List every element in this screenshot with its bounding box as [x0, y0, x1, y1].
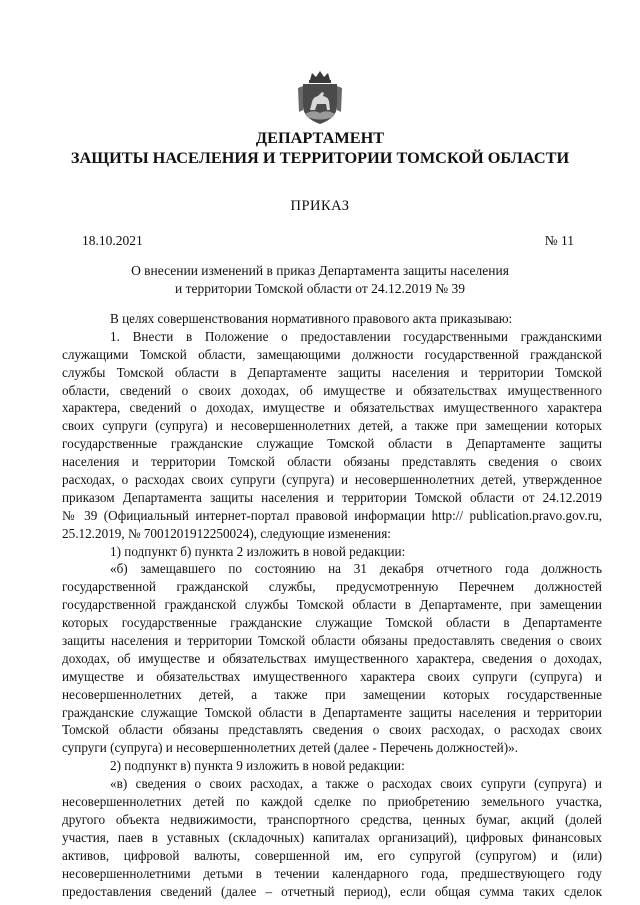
body-line: участия, паев в уставных (складочных) капиталах организаций), цифровых финансовых: [62, 829, 602, 845]
body-line: доходах, об имуществе и обязательствах имущественного характера, сведения о доходах,: [62, 650, 602, 666]
body-line: государственной гражданской службы Томской области в Департаменте, при замещении: [62, 597, 602, 613]
body-line: приказом Департамента защиты населения и территории Томской области от 24.12.2019: [62, 489, 602, 505]
body-line: Томской области обязаны представлять сведения о своих расходах, о расходах своих: [62, 722, 602, 738]
body-line: несовершеннолетних детей, а также при замещении которых государственные: [62, 686, 602, 702]
body-line: 2) подпункт в) пункта 9 изложить в новой редакции:: [110, 758, 405, 774]
body-line: несовершеннолетних детей по каждой сделке по приобретению земельного участка,: [62, 794, 602, 810]
body-line: 25.12.2019, № 7001201912250024), следующие изменения:: [62, 525, 391, 541]
body-line: службы Томской области в Департаменте защиты населения и территории Томской: [62, 364, 602, 380]
department-title-line1: ДЕПАРТАМЕНТ: [255, 128, 385, 147]
coat-of-arms-icon: [297, 70, 343, 126]
document-type: ПРИКАЗ: [290, 198, 350, 214]
subject-line2: и территории Томской области от 24.12.2019 № 39: [175, 281, 465, 296]
body-line: «б) замещавшего по состоянию на 31 декабря отчетного года должность: [110, 561, 602, 577]
body-line: характера, сведений о доходах, имуществе и обязательствах имущественного характера: [62, 400, 602, 416]
body-line: защиты населения и территории Томской области обязаны предоставлять сведения о своих: [62, 633, 602, 649]
body-line: несовершеннолетними детьми в течении календарного года, предшествующего году: [62, 865, 602, 881]
body-line: супруги (супруга) и несовершеннолетних детей (далее - Перечень должностей)».: [62, 740, 519, 756]
body-line: имуществе и обязательствах имущественного характера своих супруги (супруга) и: [62, 668, 602, 684]
body-line: которых государственные гражданские служащие Томской области в Департаменте: [62, 615, 602, 631]
body-line: активов, цифровой валюты, совершенной им, его супругой (супругом) и (или): [62, 847, 602, 863]
body-line: государственные гражданские служащие Томской области в Департаменте защиты: [62, 436, 602, 452]
document-number: № 11: [544, 233, 574, 248]
body-line: В целях совершенствования нормативного правового акта приказываю:: [110, 311, 513, 326]
body-line: 1. Внести в Положение о предоставлении государственными гражданскими: [110, 328, 602, 344]
document-date: 18.10.2021: [82, 233, 143, 248]
body-line: № 39 (Официальный интернет-портал правовой информации http:// publication.pravo.gov.ru,: [62, 507, 602, 523]
body-line: населения и территории Томской области обязаны представлять сведения о своих: [62, 454, 602, 470]
body-line: гражданские служащие Томской области в Департаменте защиты населения и территории: [62, 704, 602, 720]
body-line: служащими Томской области, замещающими должности государственной гражданской: [62, 346, 602, 362]
body-line: области, сведений о своих доходах, об имуществе и обязательствах имущественного: [62, 382, 602, 398]
body-line: другого объекта недвижимости, транспортного средства, ценных бумаг, акций (долей: [62, 811, 602, 827]
body-line: «в) сведения о своих расходах, а также о расходах своих супруги (супруга) и: [110, 776, 602, 792]
subject-line1: О внесении изменений в приказ Департамента защиты населения: [131, 263, 509, 278]
document-body: [62, 310, 602, 900]
body-line: своих супруги (супруга) и несовершеннолетних детей, а также при замещении которых: [62, 418, 602, 434]
department-title-line2: ЗАЩИТЫ НАСЕЛЕНИЯ И ТЕРРИТОРИИ ТОМСКОЙ ОБЛАСТИ: [70, 148, 570, 167]
body-line: государственной гражданской службы, предусмотренную Перечнем должностей: [62, 579, 602, 595]
body-line: расходах, о расходах своих супруги (супруга) и несовершеннолетних детей, утвержденное: [62, 472, 602, 488]
body-line: предоставления сведений (далее – отчетный период), если общая сумма таких сделок: [62, 883, 602, 899]
body-line: 1) подпункт б) пункта 2 изложить в новой редакции:: [110, 543, 406, 559]
